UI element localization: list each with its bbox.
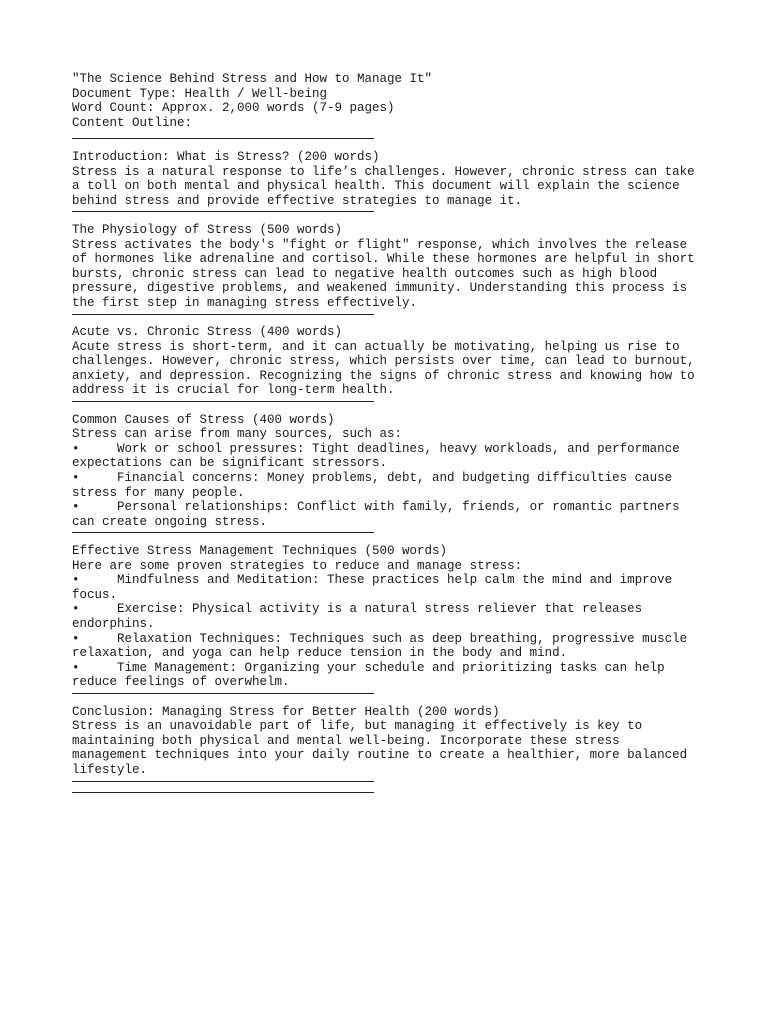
section-divider [72, 211, 374, 212]
paragraph-line: lifestyle. [72, 762, 148, 777]
bullet-continuation: endorphins. [72, 616, 155, 631]
paragraph-line: challenges. However, chronic stress, which persists over time, can lead to burnout, [72, 354, 695, 369]
section-divider [72, 532, 374, 533]
paragraph-line: a toll on both mental and physical health. This document will explain the science [72, 179, 680, 194]
section-divider [72, 314, 374, 315]
section-divider [72, 401, 374, 402]
section-management-techniques [72, 544, 712, 690]
section-heading: Effective Stress Management Techniques (500 words) [72, 544, 448, 558]
paragraph-line: of hormones like adrenaline and cortisol. While these hormones are helpful in short [72, 252, 695, 267]
section-heading: Introduction: What is Stress? (200 words) [72, 149, 380, 164]
bullet-line: • Time Management: Organizing your schedule and prioritizing tasks can help [72, 660, 665, 675]
paragraph-line: behind stress and provide effective strategies to manage it. [72, 193, 523, 208]
section-divider [72, 138, 374, 139]
section-common-causes [72, 413, 712, 530]
paragraph-line: maintaining both physical and mental well-being. Incorporate these stress [72, 733, 620, 748]
section-divider [72, 781, 374, 782]
bullet-continuation: can create ongoing stress. [72, 514, 268, 529]
paragraph-line: Stress can arise from many sources, such as: [72, 427, 403, 442]
paragraph-line: address it is crucial for long-term health. [72, 383, 395, 398]
section-introduction [72, 150, 712, 208]
section-divider [72, 792, 374, 793]
bullet-line: • Mindfulness and Meditation: These practices help calm the mind and improve [72, 573, 673, 588]
bullet-line: • Exercise: Physical activity is a natural stress reliever that releases [72, 602, 643, 617]
paragraph-line: Stress is an unavoidable part of life, but managing it effectively is key to [72, 719, 643, 734]
section-heading: The Physiology of Stress (500 words) [72, 222, 343, 237]
paragraph-line: the first step in managing stress effectively. [72, 295, 418, 310]
paragraph-line: Stress activates the body's "fight or flight" response, which involves the release [72, 237, 688, 252]
section-heading: Acute vs. Chronic Stress (400 words) [72, 325, 343, 340]
section-conclusion [72, 705, 712, 778]
paragraph-line: anxiety, and depression. Recognizing the signs of chronic stress and knowing how to [72, 368, 695, 383]
paragraph-line: Here are some proven strategies to reduce and manage stress: [72, 558, 523, 573]
bullet-continuation: expectations can be significant stressors. [72, 456, 388, 471]
document-title: "The Science Behind Stress and How to Manage It" [72, 72, 433, 86]
paragraph-line: Stress is a natural response to life’s challenges. However, chronic stress can take [72, 164, 695, 179]
paragraph-line: management techniques into your daily routine to create a healthier, more balanced [72, 748, 688, 763]
bullet-line: • Work or school pressures: Tight deadlines, heavy workloads, and performance [72, 441, 680, 456]
bullet-continuation: relaxation, and yoga can help reduce tension in the body and mind. [72, 646, 568, 661]
section-acute-vs-chronic [72, 325, 712, 398]
paragraph-line: pressure, digestive problems, and weakened immunity. Understanding this process is [72, 281, 688, 296]
document-body [72, 72, 712, 793]
section-divider [72, 693, 374, 694]
bullet-line: • Relaxation Techniques: Techniques such as deep breathing, progressive muscle [72, 631, 688, 646]
section-heading: Conclusion: Managing Stress for Better Health (200 words) [72, 704, 500, 719]
paragraph-line: bursts, chronic stress can lead to negative health outcomes such as high blood [72, 266, 658, 281]
word-count: Word Count: Approx. 2,000 words (7-9 pages) [72, 101, 395, 116]
section-physiology [72, 223, 712, 311]
bullet-continuation: focus. [72, 587, 118, 602]
bullet-line: • Personal relationships: Conflict with family, friends, or romantic partners [72, 500, 680, 515]
section-heading: Common Causes of Stress (400 words) [72, 412, 335, 427]
paragraph-line: Acute stress is short-term, and it can actually be motivating, helping us rise to [72, 339, 680, 354]
bullet-continuation: reduce feelings of overwhelm. [72, 675, 290, 690]
bullet-continuation: stress for many people. [72, 485, 245, 500]
bullet-line: • Financial concerns: Money problems, debt, and budgeting difficulties cause [72, 471, 673, 486]
content-outline-label: Content Outline: [72, 115, 193, 130]
document-type: Document Type: Health / Well-being [72, 86, 328, 101]
